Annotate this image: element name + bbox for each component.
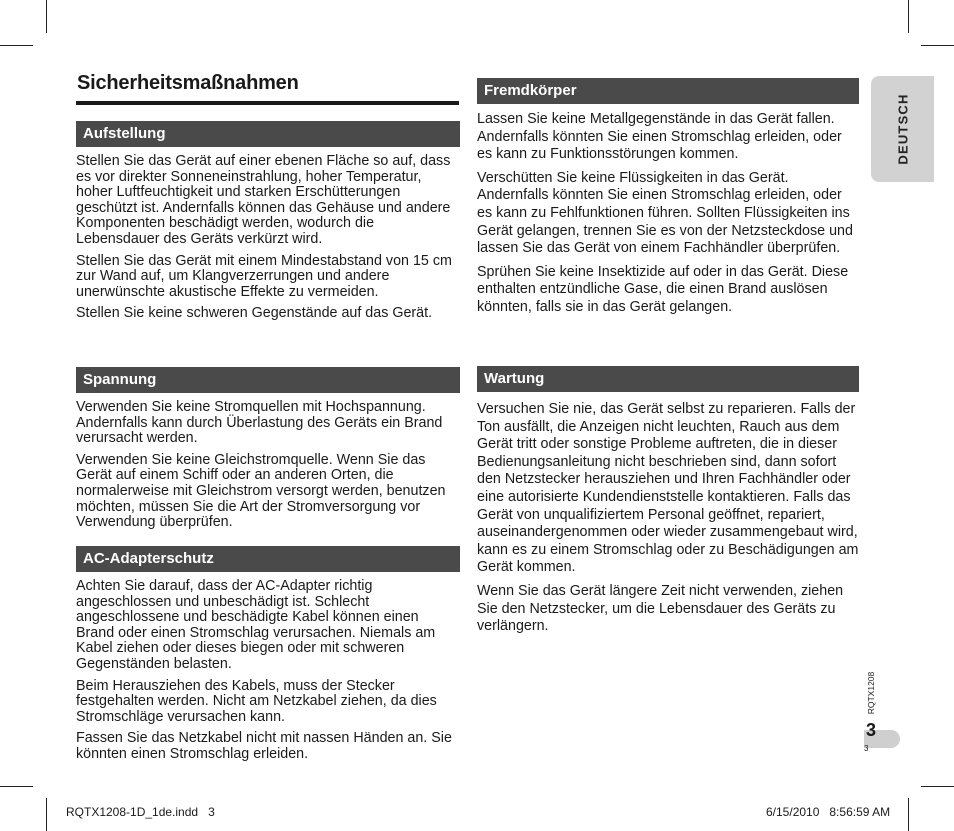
crop-mark (0, 786, 33, 787)
crop-mark (921, 786, 954, 787)
page-number-small: 3 (864, 744, 869, 753)
paragraph: Verwenden Sie keine Stromquellen mit Hochspannung. Andernfalls kann durch Überlastung des Geräts ein Brand verursacht werden. (76, 399, 443, 447)
crop-mark (46, 0, 47, 33)
crop-mark (0, 45, 33, 46)
title-rule (76, 101, 459, 105)
paragraph: Beim Herausziehen des Kabels, muss der Stecker festgehalten werden. Nicht am Netzkabel ziehen, da dies Stromschläge verursachen kann. (76, 677, 437, 725)
crop-mark (908, 0, 909, 33)
language-tab-label: DEUTSCH (895, 93, 910, 165)
section-heading: AC-Adapterschutz (76, 546, 460, 572)
crop-mark (46, 798, 47, 831)
paragraph: Verwenden Sie keine Gleichstromquelle. Wenn Sie das Gerät auf einem Schiff oder an anderen Orten, die normalerweise mit Gleichstrom versorgt werden, benutzen möchten, müssen Sie die Art der Stromversorgung vor Verwendung überprüfen. (76, 451, 446, 531)
footer-filename: RQTX1208-1D_1de.indd 3 (66, 805, 215, 819)
language-tab (871, 76, 934, 182)
paragraph: Sprühen Sie keine Insektizide auf oder in das Gerät. Diese enthalten entzündliche Gase, die einen Brand auslösen könnten, falls sie in das Gerät gelangen. (477, 263, 849, 315)
paragraph: Fassen Sie das Netzkabel nicht mit nassen Händen an. Sie könnten einen Stromschlag erleiden. (76, 730, 452, 762)
page-number: 3 (866, 720, 877, 740)
section-aufstellung (76, 121, 460, 328)
section-fremdkoerper (477, 78, 859, 323)
section-heading: Fremdkörper (477, 78, 859, 104)
paragraph: Achten Sie darauf, dass der AC-Adapter richtig angeschlossen und unbeschädigt ist. Schlecht angeschlossene und beschädigte Kabel können einen Brand oder einen Stromschlag verursachen. Niemals am Kabel ziehen oder dieses biegen oder mit schweren Gegenständen belasten. (76, 578, 436, 672)
section-wartung (477, 366, 859, 642)
section-spannung (76, 367, 460, 537)
section-heading: Aufstellung (76, 121, 460, 147)
crop-mark (908, 798, 909, 831)
paragraph: Stellen Sie das Gerät mit einem Mindestabstand von 15 cm zur Wand auf, um Klangverzerrungen und andere unerwünschte akustische Effekte zu vermeiden. (76, 252, 452, 300)
paragraph: Stellen Sie keine schweren Gegenstände auf das Gerät. (76, 305, 433, 322)
section-heading: Spannung (76, 367, 460, 393)
footer-timestamp: 6/15/2010 8:56:59 AM (766, 805, 891, 819)
paragraph: Wenn Sie das Gerät längere Zeit nicht verwenden, ziehen Sie den Netzstecker, um die Lebensdauer des Geräts zu verlängern. (477, 582, 844, 635)
crop-mark (921, 45, 954, 46)
page-title: Sicherheitsmaßnahmen (77, 72, 299, 94)
paragraph: Verschütten Sie keine Flüssigkeiten in das Gerät. Andernfalls könnten Sie einen Stromschlag erleiden, oder es kann zu Fehlfunktionen führen. Sollten Flüssigkeiten ins Gerät gelangen, trennen Sie es von der Netzsteckdose und lassen Sie das Gerät von einem Fachhändler überprüfen. (477, 169, 853, 257)
paragraph: Versuchen Sie nie, das Gerät selbst zu reparieren. Falls der Ton ausfällt, die Anzeigen nicht leuchten, Rauch aus dem Gerät tritt oder sonstige Probleme auftreten, die in dieser Bedienungsanleitung nicht beschrieben sind, dann sofort den Netzstecker herausziehen und Ihren Fachhändler oder eine autorisierte Kundendienststelle kontaktieren. Falls das Gerät von unqualifiziertem Personal geöffnet, repariert, auseinandergenommen oder wieder zusammengebaut wird, kann es zu einem Stromschlag oder zu Beschädigungen am Gerät kommen. (477, 401, 859, 576)
section-heading: Wartung (477, 366, 859, 392)
document-code-label: RQTX1208 (866, 671, 876, 715)
paragraph: Stellen Sie das Gerät auf einer ebenen Fläche so auf, dass es vor direkter Sonneneinstrahlung, hoher Temperatur, hoher Luftfeuchtigkeit und starken Erschütterungen geschützt ist. Andernfalls können das Gehäuse und andere Komponenten beschädigt werden, wodurch die Lebensdauer des Geräts verkürzt wird. (76, 153, 451, 247)
section-ac-adapterschutz (76, 546, 460, 769)
paragraph: Lassen Sie keine Metallgegenstände in das Gerät fallen. Andernfalls könnten Sie einen Stromschlag erleiden, oder es kann zu Funktionsstörungen kommen. (477, 111, 842, 163)
document-code (864, 668, 878, 718)
